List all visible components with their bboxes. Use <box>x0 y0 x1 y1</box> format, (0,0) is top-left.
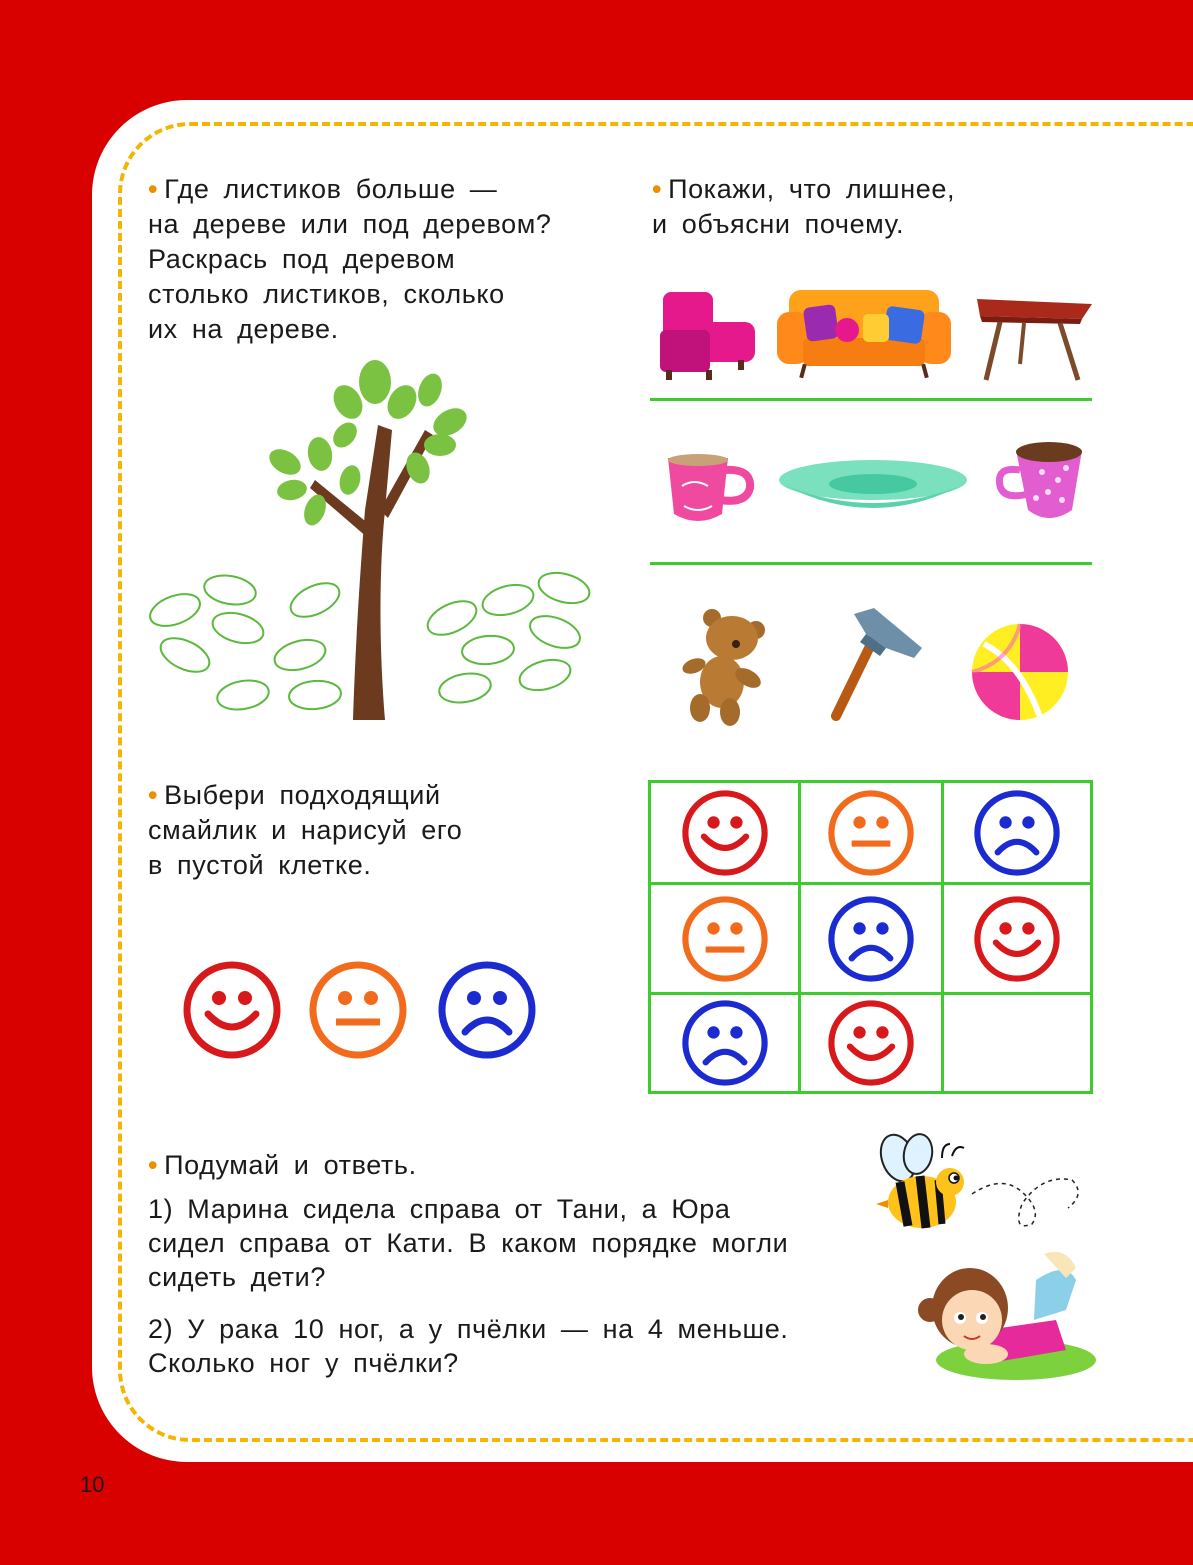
task-think-title <box>148 1148 417 1183</box>
empty-grid-cell[interactable] <box>944 995 1090 1091</box>
row-divider <box>650 398 1092 401</box>
smiley-grid <box>648 780 1093 1094</box>
grid-cell <box>651 995 801 1091</box>
tree-illustration <box>140 360 600 730</box>
teddy-bear-icon <box>682 608 770 726</box>
question-2: 2) У рака 10 ног, а у пчёлки — на 4 меньше. Сколько ног у пчёлки? <box>148 1314 789 1378</box>
grid-cell <box>801 885 944 995</box>
task-think-label: Подумай и ответь. <box>164 1150 417 1180</box>
grid-cell <box>801 995 944 1091</box>
grid-cell <box>801 783 944 885</box>
bullet-icon: • <box>148 174 159 204</box>
cup-icon <box>664 452 756 526</box>
girl-illustration <box>916 1250 1098 1390</box>
smiley-sad-icon <box>827 895 915 983</box>
smiley-neutral-icon <box>681 895 769 983</box>
task-leaves-text <box>148 172 552 347</box>
page-number: 10 <box>80 1472 105 1497</box>
grid-cell <box>944 783 1090 885</box>
teacup-icon <box>994 440 1086 526</box>
task-smiley-label: Выбери подходящий смайлик и нарисуй его в пустой клетке. <box>148 780 463 880</box>
row-divider <box>650 562 1092 565</box>
task-smiley-text <box>148 778 462 883</box>
smiley-happy-icon <box>827 999 915 1087</box>
grid-cell <box>944 885 1090 995</box>
smiley-neutral-icon <box>827 789 915 877</box>
ball-icon <box>970 622 1070 722</box>
bullet-icon: • <box>652 174 663 204</box>
bee-icon <box>872 1134 1086 1238</box>
smiley-happy-icon <box>681 789 769 877</box>
question-1: 1) Марина сидела справа от Тани, а Юра сидел справа от Кати. В каком порядке могли сидеть дети? <box>148 1194 789 1292</box>
hammer-icon <box>826 608 926 722</box>
task-leaves-label: Где листиков больше — на дереве или под деревом? Раскрась под деревом столько листиков, сколько их на дереве. <box>148 174 552 344</box>
table-icon <box>972 294 1096 382</box>
smiley-sad-icon <box>973 789 1061 877</box>
armchair-icon <box>658 290 758 382</box>
sofa-icon <box>775 288 953 380</box>
task-odd-label: Покажи, что лишнее, и объясни почему. <box>652 174 956 239</box>
plate-icon <box>776 458 970 520</box>
bullet-icon: • <box>148 1150 159 1180</box>
bullet-icon: • <box>148 780 159 810</box>
grid-cell <box>651 885 801 995</box>
task-odd-text <box>652 172 955 242</box>
grid-cell <box>651 783 801 885</box>
smiley-sad-icon <box>681 999 769 1087</box>
smiley-happy-icon <box>973 895 1061 983</box>
